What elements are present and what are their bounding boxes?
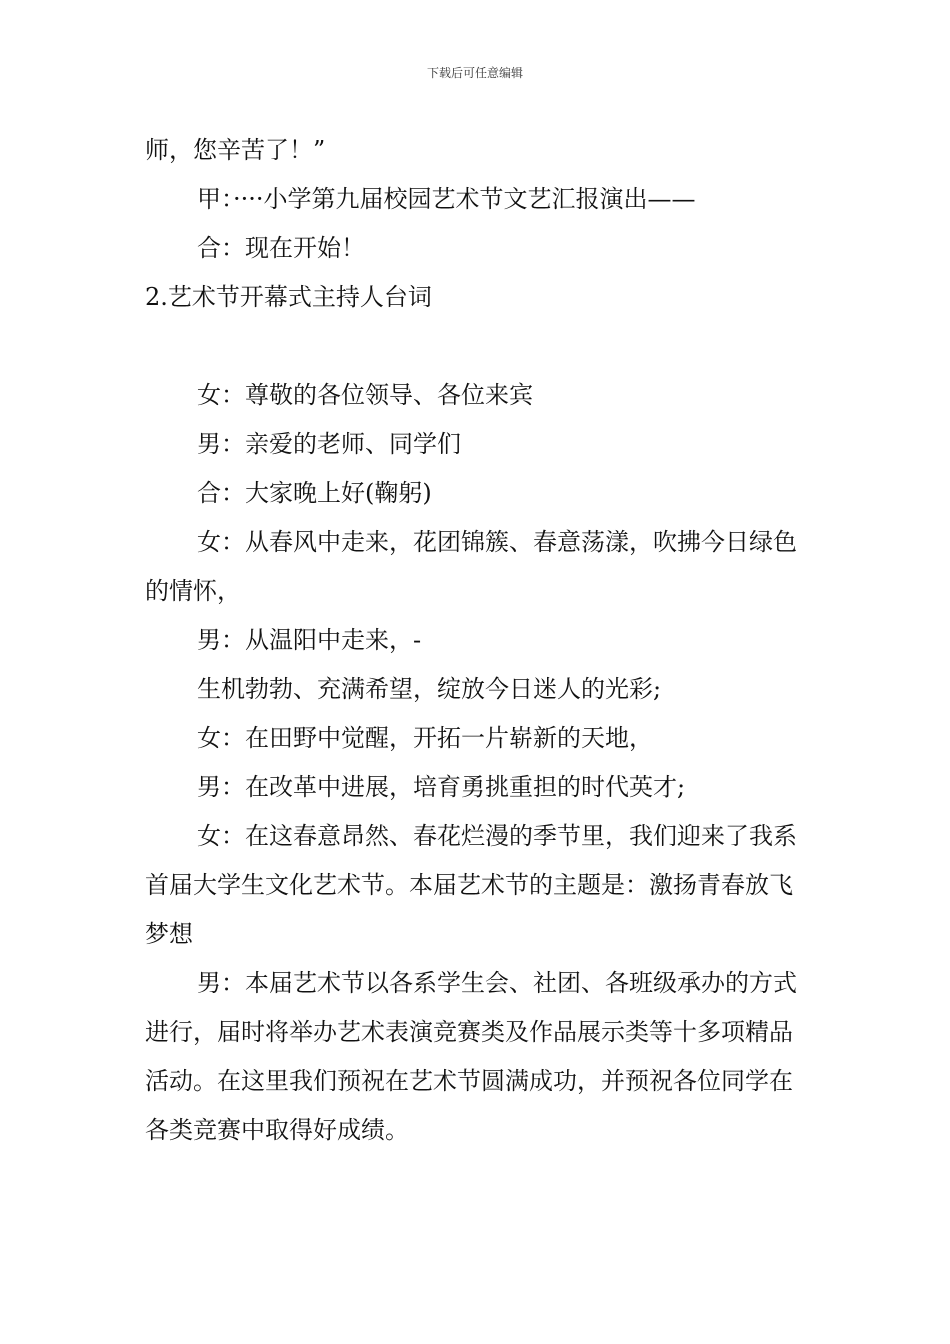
paragraph-female-spring: 女：从春风中走来，花团锦簇、春意荡漾，吹拂今日绿色的情怀， [145, 528, 797, 605]
paragraph-vitality: 生机勃勃、充满希望，绽放今日迷人的光彩; [197, 675, 662, 703]
paragraph-male-activities: 男：本届艺术节以各系学生会、社团、各班级承办的方式进行，届时将举办艺术表演竞赛类及作品展示类等十多项精品活动。在这里我们预祝在艺术节圆满成功，并预祝各位同学在各类竞赛中取得好成绩。 [145, 969, 797, 1144]
paragraph-jia-line: 甲：····小学第九届校园艺术节文艺汇报演出—— [197, 185, 696, 213]
paragraph-together-greeting: 合：大家晚上好(鞠躬) [197, 479, 432, 507]
paragraph-female-fields: 女：在田野中觉醒，开拓一片崭新的天地， [197, 724, 653, 752]
document-body [145, 126, 810, 1155]
blank-line [145, 322, 810, 371]
page-header-note: 下载后可任意编辑 [426, 66, 523, 80]
paragraph-male-reform: 男：在改革中进展，培育勇挑重担的时代英才; [197, 773, 686, 801]
section-heading: 2.艺术节开幕式主持人台词 [145, 283, 432, 311]
paragraph-he-start: 合：现在开始！ [197, 234, 365, 262]
paragraph-female-festival: 女：在这春意昂然、春花烂漫的季节里，我们迎来了我系首届大学生文化艺术节。本届艺术节的主题是：激扬青春放飞梦想 [145, 822, 797, 948]
paragraph-male-warmth: 男：从温阳中走来，- [197, 626, 422, 654]
paragraph-male-greeting: 男：亲爱的老师、同学们 [197, 430, 461, 458]
paragraph-continuation: 师，您辛苦了！” [145, 136, 326, 164]
paragraph-female-greeting: 女：尊敬的各位领导、各位来宾 [197, 381, 533, 409]
